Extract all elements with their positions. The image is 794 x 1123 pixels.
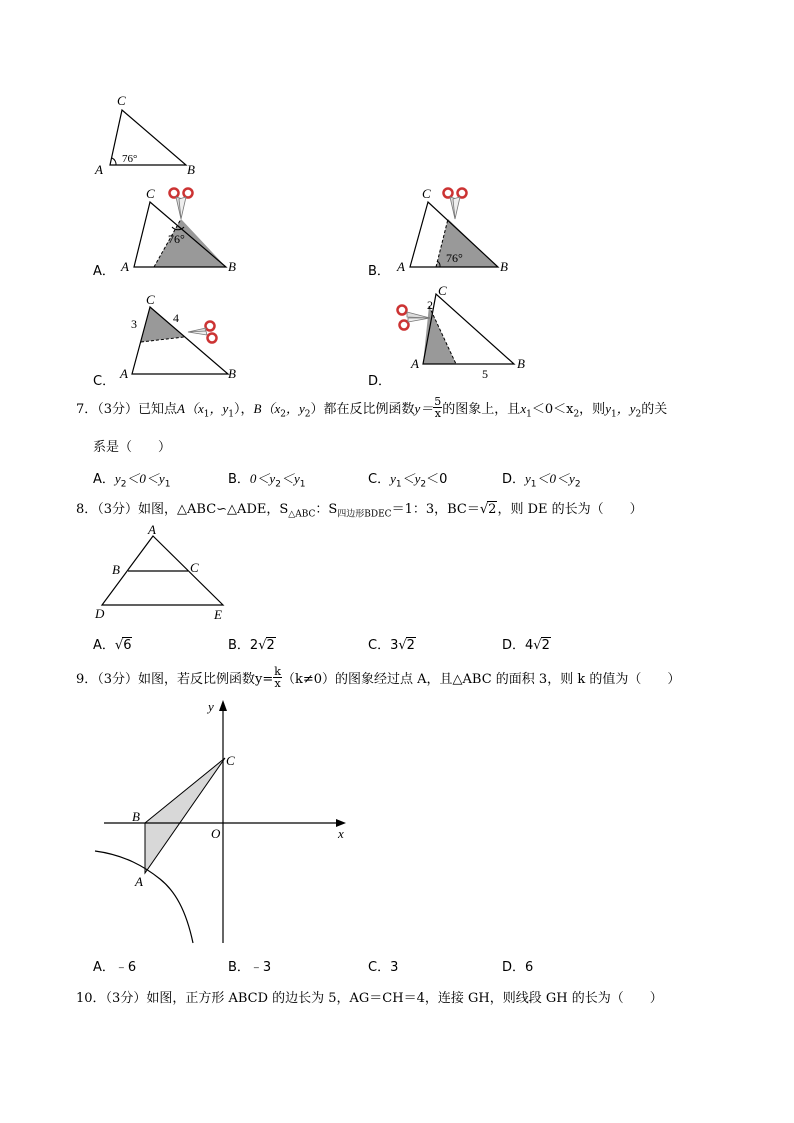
q10-stem: 10．（3分）如图，正方形 ABCD 的边长为 5，AG＝CH＝4，连接 GH，则线段 GH 的长为（ ） — [76, 991, 663, 1006]
scissors-icon — [170, 189, 193, 220]
label-A: A — [148, 522, 156, 537]
angle-label: 76° — [168, 232, 185, 246]
q6-option-d-letter[interactable]: D． — [368, 374, 392, 389]
q6-option-a-letter[interactable]: A． — [93, 264, 115, 279]
label-B: B — [228, 259, 236, 274]
q7-fraction: $\frac{5}{x}$ — [434, 395, 442, 420]
scissors-icon — [188, 322, 217, 343]
q8-figure — [90, 522, 240, 626]
q9-stem: 9．（3分）如图，若反比例函数y= $\frac{k}{x}$ （k≠0）的图象经过点 A，且△ABC 的面积 3，则 k 的值为（ ） — [76, 665, 681, 690]
q7-stem-line2: 系是（ ） — [93, 440, 172, 455]
label-B: B — [228, 366, 236, 381]
label-C: C — [226, 753, 235, 768]
q6-option-a-figure[interactable] — [118, 183, 248, 275]
axis-label-x: x — [338, 826, 344, 841]
angle-label: 76° — [122, 153, 138, 165]
q7-option-c[interactable]: C．$y_1<y_2<0$ — [368, 471, 448, 490]
q7-stem-line1: 7．（3分）已知点$A(x_1$，$y_1$），$B(x_2$，$y_2$）都在反比例函数y＝ $\frac{5}{x}$ 的图象上，且$x_1<0<x_2$，则$y_1$，$y_2$的关 — [76, 395, 668, 420]
label-A: A — [411, 356, 419, 371]
label-C: C — [146, 292, 155, 307]
label-C: C — [146, 186, 155, 201]
q7-option-a[interactable]: A．$y_2<0<y_1$ — [93, 471, 171, 490]
q6-option-c-letter[interactable]: C． — [93, 374, 116, 389]
scissors-icon — [444, 189, 467, 220]
q8-stem: 8．（3分）如图，△ABC∽△ADE，$S_{\triangle ABC}$：$S_{四边形BDEC}=1$：3，BC＝√2，则 DE 的长为（ ） — [76, 502, 643, 520]
label-B: B — [517, 356, 525, 371]
q7-num: 7．（3分）已知点 — [76, 402, 178, 417]
label-C: C — [190, 560, 199, 575]
q7-option-b[interactable]: B．$0<y_2<y_1$ — [228, 471, 306, 490]
label-E: E — [214, 607, 222, 622]
scissors-icon — [398, 306, 431, 330]
q9-fraction: $\frac{k}{x}$ — [274, 665, 281, 690]
label-D: D — [95, 606, 105, 621]
side-label-3: 3 — [131, 317, 137, 331]
label-C: C — [422, 186, 431, 201]
q6-given-triangle — [90, 92, 200, 177]
label-A: A — [121, 259, 129, 274]
label-A: A — [95, 162, 103, 177]
label-C: C — [438, 283, 447, 298]
side-label-5: 5 — [482, 367, 488, 380]
axis-label-y: y — [208, 699, 214, 714]
q6-option-d-figure[interactable] — [394, 280, 534, 380]
side-label-4: 4 — [173, 311, 179, 325]
q9-option-b[interactable]: B．﹣3 — [228, 960, 272, 975]
q8-option-c[interactable]: C．3√2 — [368, 638, 415, 653]
label-B: B — [500, 259, 508, 274]
q8-option-a[interactable]: A．√6 — [93, 638, 132, 653]
q7-option-d[interactable]: D．$y_1<0<y_2$ — [502, 471, 581, 490]
q9-figure — [90, 695, 360, 950]
q9-option-a[interactable]: A．﹣6 — [93, 960, 137, 975]
q9-option-d[interactable]: D．6 — [502, 960, 534, 975]
label-A: A — [135, 874, 143, 889]
q9-option-c[interactable]: C．3 — [368, 960, 399, 975]
label-B: B — [132, 809, 140, 824]
label-B: B — [187, 162, 195, 177]
label-A: A — [120, 366, 128, 381]
angle-label: 76° — [446, 251, 463, 265]
side-label-2: 2 — [427, 298, 433, 312]
q6-option-c-figure[interactable] — [118, 290, 248, 382]
q6-option-b-letter[interactable]: B． — [368, 264, 390, 279]
label-B: B — [112, 562, 120, 577]
label-C: C — [117, 93, 126, 108]
q8-option-d[interactable]: D．4√2 — [502, 638, 550, 653]
q8-option-b[interactable]: B．2√2 — [228, 638, 275, 653]
label-O: O — [211, 826, 221, 841]
label-A: A — [397, 259, 405, 274]
q6-option-b-figure[interactable] — [394, 183, 524, 275]
